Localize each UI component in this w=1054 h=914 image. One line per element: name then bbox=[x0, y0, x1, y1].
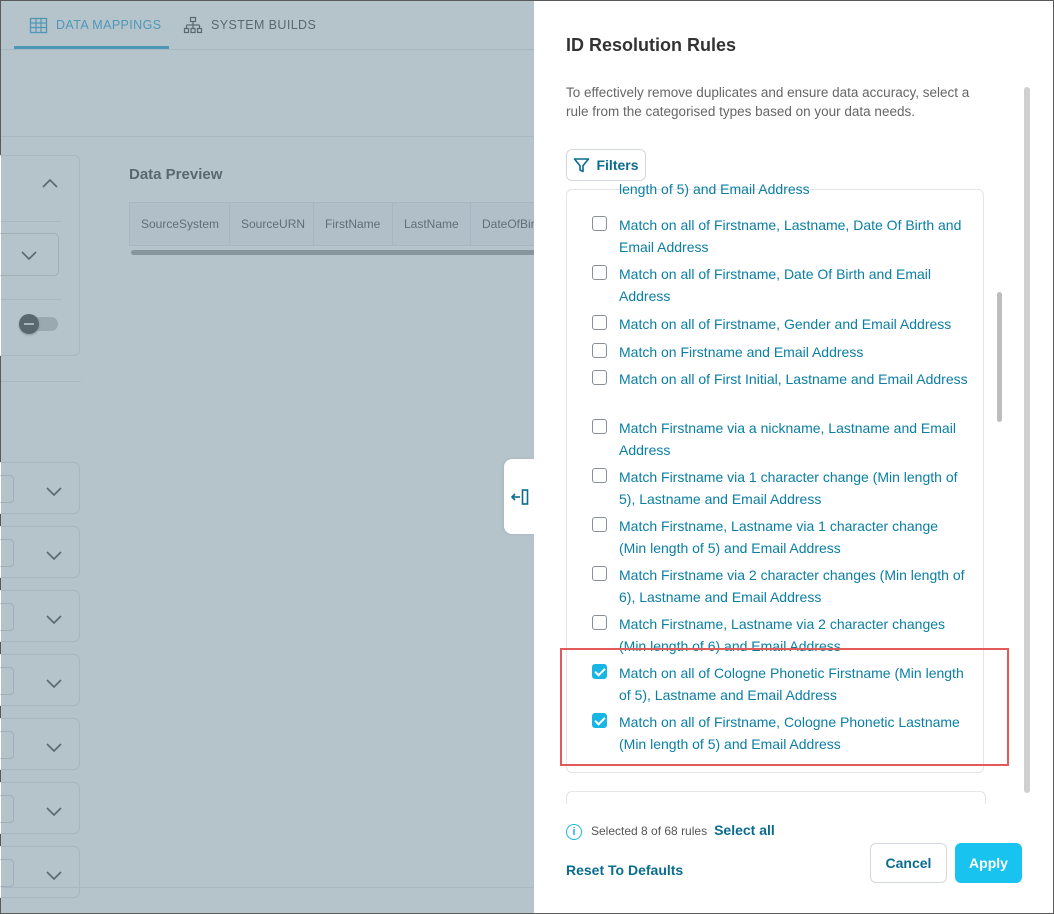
select-all-link[interactable]: Select all bbox=[714, 821, 775, 838]
rule-label: length of 5) and Email Address bbox=[619, 181, 810, 197]
reset-to-defaults-link[interactable]: Reset To Defaults bbox=[566, 862, 684, 878]
filters-button[interactable] bbox=[566, 149, 646, 181]
background-page bbox=[1, 1, 534, 913]
id-resolution-drawer bbox=[534, 1, 1053, 913]
cancel-button[interactable]: Cancel bbox=[870, 843, 947, 883]
rule-checkbox[interactable] bbox=[592, 566, 607, 581]
rules-section-box bbox=[566, 791, 986, 804]
rule-label: Match on Firstname and Email Address bbox=[619, 344, 864, 360]
rule-label: Match on all of Firstname, Lastname, Date Of Birth and Email Address bbox=[619, 217, 962, 255]
filter-icon bbox=[573, 157, 590, 174]
drawer-scrollbar[interactable] bbox=[1024, 87, 1030, 793]
rule-label: Match Firstname, Lastname via 1 character change (Min length of 5) and Email Address bbox=[619, 518, 939, 556]
filters-label: Filters bbox=[596, 157, 639, 173]
rule-checkbox[interactable] bbox=[592, 343, 607, 358]
modal-overlay[interactable] bbox=[1, 1, 534, 913]
rule-checkbox[interactable] bbox=[592, 517, 607, 532]
drawer-description: To effectively remove duplicates and ensure data accuracy, select a rule from the categorised types based on your data needs. bbox=[566, 85, 970, 119]
rule-label: Match Firstname, Lastname via 2 character changes (Min length of 6) and Email Address bbox=[619, 616, 946, 654]
apply-button[interactable]: Apply bbox=[955, 843, 1022, 883]
rule-checkbox[interactable] bbox=[592, 615, 607, 630]
collapse-panel-icon bbox=[510, 488, 530, 506]
annotation-highlight-box bbox=[560, 648, 1009, 766]
rule-label: Match Firstname via a nickname, Lastname and Email Address bbox=[619, 420, 956, 458]
rule-checkbox[interactable] bbox=[592, 419, 607, 434]
rule-label: Match on all of First Initial, Lastname and Email Address bbox=[619, 371, 968, 387]
rules-scrollbar-thumb[interactable] bbox=[997, 292, 1002, 422]
rule-checkbox[interactable] bbox=[592, 265, 607, 280]
rule-label: Match Firstname via 2 character changes (Min length of 6), Lastname and Email Address bbox=[619, 567, 965, 605]
rule-checkbox[interactable] bbox=[592, 216, 607, 231]
rule-checkbox[interactable] bbox=[592, 468, 607, 483]
drawer-title: ID Resolution Rules bbox=[566, 35, 737, 55]
selected-count: Selected 8 of 68 rules bbox=[591, 823, 708, 838]
rule-checkbox[interactable] bbox=[592, 370, 607, 385]
rule-label: Match on all of Firstname, Cologne Phonetic Lastname (Min length of 5) and Email Address bbox=[619, 714, 960, 752]
rule-checkbox[interactable] bbox=[592, 315, 607, 330]
collapse-drawer-button[interactable] bbox=[504, 459, 536, 534]
rule-label: Match Firstname via 1 character change (Min length of 5), Lastname and Email Address bbox=[619, 469, 958, 507]
rule-label: Match on all of Firstname, Gender and Email Address bbox=[619, 316, 952, 332]
info-icon: i bbox=[566, 824, 582, 840]
rule-label: Match on all of Cologne Phonetic Firstname (Min length of 5), Lastname and Email Address bbox=[619, 665, 964, 703]
selection-info bbox=[566, 821, 775, 840]
rule-label: Match on all of Firstname, Date Of Birth and Email Address bbox=[619, 266, 932, 304]
